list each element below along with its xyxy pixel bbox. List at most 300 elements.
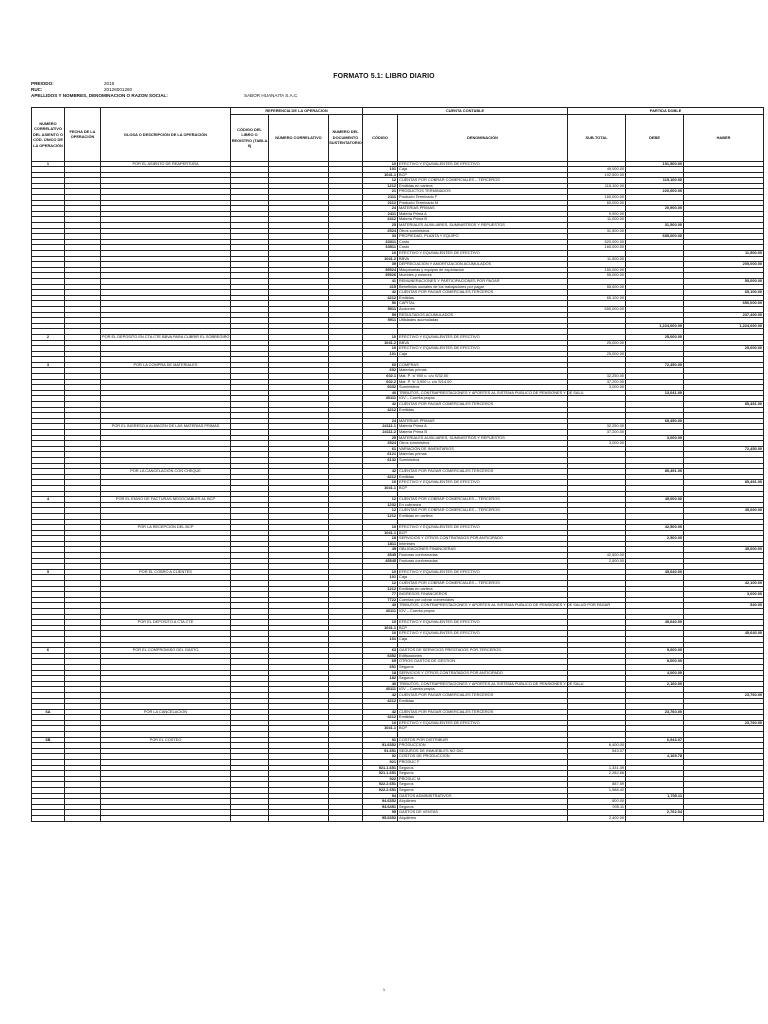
cell-codigo: 12 (363, 497, 398, 503)
header-numero: NUMERO CORRELATIVO DEL ASIENTO O CÓD. ÚNICO DE LA OPERACIÓN (32, 108, 65, 162)
cell-denominacion: Materias primas (398, 368, 568, 374)
cell-denominacion: Emitidas en cartera (398, 513, 568, 519)
cell-codigo: 1041.1 (363, 530, 398, 536)
cell-subtotal: 543.07 (568, 748, 626, 754)
cell-denominacion: Suministros (398, 457, 568, 463)
cell-codigo: 94 (363, 793, 398, 799)
header-numero-correlativo: NÚMERO CORRELATIVO (269, 114, 329, 161)
cell-debe: 4,169.78 (626, 754, 684, 760)
cell-denominacion: DEPRECIACIÓN Y AMORTIZACIÓN ACUMULADOS (398, 262, 568, 268)
cell-haber: 3,000.00 (684, 592, 764, 598)
cell-denominacion: Emitidas en cartera (398, 586, 568, 592)
cell-denominacion: Utilidades acumuladas (398, 318, 568, 324)
cell-denominacion: Seguros (398, 788, 568, 794)
cell-debe: 685,000.00 (626, 234, 684, 240)
cell-denominacion: Emitidas (398, 295, 568, 301)
cell-codigo: 33511 (363, 245, 398, 251)
cell-codigo: 94.6451 (363, 804, 398, 810)
cell-codigo: 921.1.651 (363, 765, 398, 771)
ruc-label: RUC: (31, 87, 43, 92)
cell-subtotal: 11,000.00 (568, 217, 626, 223)
cell-denominacion: VARIACIÓN DE INVENTARIOS (398, 446, 568, 452)
cell-denominacion: Caja (398, 636, 568, 642)
cell-debe: 2,500.00 (626, 536, 684, 542)
cell-denominacion: CUENTAS POR PAGAR COMERCIALES TERCEROS (398, 402, 568, 408)
header-numero-documento: NUMERO DEL DOCUMENTO SUSTENTATORIO (329, 114, 363, 161)
cell-codigo: 60 (363, 362, 398, 368)
cell-glosa: POR EL COBRO A CLIENTES (101, 569, 231, 575)
periodo-label: PREIODO: (31, 81, 54, 86)
cell-codigo: 1041.1 (363, 172, 398, 178)
cell-denominacion: CUENTAS POR PAGAR COMERCIALES TERCEROS (398, 709, 568, 715)
cell-denominacion: GASTOS DE SERVICIOS PRESTADOS POR TERCEROS (398, 648, 568, 654)
cell-haber: 85,491.00 (684, 402, 764, 408)
cell-haber: 23,760.00 (684, 692, 764, 698)
cell-codigo: 651 (363, 664, 398, 670)
cell-haber: 23,760.00 (684, 720, 764, 726)
cell-codigo: 1041.2 (363, 256, 398, 262)
cell-denominacion: Otros suministros (398, 441, 568, 447)
cell-debe: 45,640.00 (626, 569, 684, 575)
cell-denominacion: EFECTIVO Y EQUIVALENTES DE EFECTIVO (398, 525, 568, 531)
cell-denominacion: Emitidas (398, 715, 568, 721)
header-denominacion: DENOMINACIÓN (398, 114, 568, 161)
cell-codigo: 4212 (363, 474, 398, 480)
cell-codigo: 101 (363, 351, 398, 357)
cell-codigo: 63 (363, 648, 398, 654)
cell-haber: 45,000.00 (684, 508, 764, 514)
cell-haber: 25,000.00 (684, 346, 764, 352)
cell-codigo: 921.1.651 (363, 771, 398, 777)
cell-subtotal: 150,000.00 (568, 267, 626, 273)
cell-debe: 25,000.00 (626, 334, 684, 340)
cell-codigo: 91.651 (363, 748, 398, 754)
cell-codigo: 92 (363, 754, 398, 760)
cell-codigo: 602.1 (363, 374, 398, 380)
cell-denominacion: RESULTADOS ACUMULADOS (398, 312, 568, 318)
cell-codigo: 42 (363, 469, 398, 475)
cell-subtotal: 32,250.00 (568, 424, 626, 430)
cell-codigo: 18 (363, 536, 398, 542)
cell-denominacion: GASTOS ADMINISTRATIVOS (398, 793, 568, 799)
cell-codigo: 6352 (363, 653, 398, 659)
cell-numero-correlativo (269, 815, 329, 821)
ruc-row (31, 87, 133, 92)
cell-subtotal: 3,000.00 (568, 385, 626, 391)
cell-denominacion: Seguros (398, 782, 568, 788)
cell-denominacion: CUENTAS POR COBRAR COMERCIALES – TERCEROS (398, 581, 568, 587)
cell-subtotal: 2,282.66 (568, 771, 626, 777)
cell-codigo: 40111 (363, 687, 398, 693)
cell-codigo: 24111.2 (363, 430, 398, 436)
cell-denominacion: CUENTAS POR PAGAR COMERCIALES TERCEROS (398, 290, 568, 296)
cell-asiento: 3 (32, 362, 65, 368)
cell-denominacion: Muebles y enseres (398, 273, 568, 279)
cell-denominacion: OTROS GASTOS DE GESTION (398, 659, 568, 665)
cell-denominacion: Otros suministros (398, 228, 568, 234)
razon-value: SABOR HUANAITA S.A.C (244, 93, 298, 98)
cell-subtotal: 887.59 (568, 782, 626, 788)
header-haber: HABER (684, 114, 764, 161)
cell-denominacion: CUENTAS POR PAGAR COMERCIALES TERCEROS (398, 692, 568, 698)
journal-body (32, 161, 764, 821)
cell-codigo: 6132 (363, 457, 398, 463)
cell-subtotal: 11,500.00 (568, 256, 626, 262)
cell-debe: 45,000.00 (626, 497, 684, 503)
cell-asiento: 6A (32, 709, 65, 715)
cell-denominacion: GASTOS DE VENTAS (398, 810, 568, 816)
cell-subtotal: 520,000.00 (568, 239, 626, 245)
cell-glosa: POR LA COMPRA DE MATERIALES (101, 362, 231, 368)
cell-subtotal: 37,200.00 (568, 379, 626, 385)
cell-codigo: 1212 (363, 513, 398, 519)
cell-codigo: 95.6352 (363, 815, 398, 821)
cell-codigo: 50 (363, 301, 398, 307)
cell-codigo: 101 (363, 167, 398, 173)
cell-codigo: 10 (363, 525, 398, 531)
cell-subtotal: 55,000.00 (568, 273, 626, 279)
cell-denominacion: COSTOS POR DISTRIBUIR (398, 737, 568, 743)
cell-codigo: 25 (363, 223, 398, 229)
cell-subtotal: 102,500.00 (568, 172, 626, 178)
cell-codigo: 602.2 (363, 379, 398, 385)
journal-sheet (31, 107, 763, 822)
cell-debe (626, 815, 684, 821)
cell-subtotal: 115,100.00 (568, 183, 626, 189)
cell-glosa: POR EL COMPROMISO DEL GASTO (101, 648, 231, 654)
cell-codigo: 95 (363, 810, 398, 816)
cell-debe: 13,041.00 (626, 390, 684, 396)
cell-codigo: 39526 (363, 273, 398, 279)
cell-denominacion: SERVICIOS Y OTROS CONTRATADOS POR ANTICIPADO (398, 670, 568, 676)
cell-codigo: 602 (363, 368, 398, 374)
razon-label: APELLIDOS Y NOMBRES, DENOMINACION O RAZON SOCIAL: (31, 93, 168, 98)
cell-subtotal: 31,500.00 (568, 228, 626, 234)
cell-denominacion: COMPRAS (398, 362, 568, 368)
cell-glosa: POR EL ENVIO DE FACTURAS NEGOCIABLES AL BCP (101, 497, 231, 503)
cell-codigo: 45545 (363, 558, 398, 564)
cell-denominacion: Materias primas (398, 452, 568, 458)
cell-denominacion: En cobranza (398, 502, 568, 508)
cell-denominacion: Costo (398, 239, 568, 245)
cell-codigo: 4212 (363, 698, 398, 704)
cell-denominacion: INGRESOS FINANCIEROS (398, 592, 568, 598)
cell-haber: 1,224,000.00 (684, 323, 764, 329)
periodo-value: 2019 (104, 81, 115, 86)
cell-codigo: 922 (363, 776, 398, 782)
cell-codigo: 42 (363, 709, 398, 715)
cell-codigo: 77 (363, 592, 398, 598)
cell-glosa (101, 815, 231, 821)
cell-codigo: 61 (363, 446, 398, 452)
cell-denominacion: BCP (398, 625, 568, 631)
razon-row (31, 93, 298, 98)
cell-codigo: 10 (363, 161, 398, 167)
cell-glosa: POR LA RECEPCION DEL BCP (101, 525, 231, 531)
cell-denominacion: EFECTIVO Y EQUIVALENTES DE EFECTIVO (398, 620, 568, 626)
cell-haber: 45,640.00 (684, 631, 764, 637)
cell-denominacion: Mat. P. 'a' 900 u. c/u S/32.50 (398, 374, 568, 380)
cell-debe: 3,000.00 (626, 435, 684, 441)
cell-codigo: 40111 (363, 396, 398, 402)
header-glosa: GLOSA O DESCRIPCIÓN DE LA OPERACIÓN (101, 108, 231, 162)
cell-debe: 23,760.00 (626, 709, 684, 715)
cell-codigo: 5011 (363, 306, 398, 312)
cell-denominacion: Seguros (398, 804, 568, 810)
cell-denominacion: TRIBUTOS, CONTRAPRESTACIONES Y APORTES AL SISTEMA PUBLICO DE PENSIONES Y DE SALU (399, 389, 584, 395)
cell-codigo: 1041.1 (363, 485, 398, 491)
cell-denominacion: Beneficios sociales de los trabajadores por pagar (398, 284, 568, 290)
cell-denominacion: Materia Prima A (398, 211, 568, 217)
cell-subtotal: 1,331.39 (568, 765, 626, 771)
cell-codigo: 1212 (363, 183, 398, 189)
cell-denominacion: BCP (398, 172, 568, 178)
cell-haber: 11,500.00 (684, 251, 764, 257)
cell-codigo: 40 (363, 681, 398, 687)
cell-codigo: 2111 (363, 195, 398, 201)
cell-debe: 4,000.00 (626, 670, 684, 676)
cell-haber: 540.00 (684, 603, 764, 609)
cell-subtotal: 160,000.00 (568, 195, 626, 201)
cell-codigo: 33 (363, 234, 398, 240)
cell-debe: 220,000.00 (626, 189, 684, 195)
cell-codigo: 40 (363, 390, 398, 396)
cell-codigo: 182 (363, 676, 398, 682)
cell-denominacion: EFECTIVO Y EQUIVALENTES DE EFECTIVO (398, 334, 568, 340)
cell-subtotal: 25,000.00 (568, 351, 626, 357)
cell-codigo: 1811 (363, 541, 398, 547)
ruc-value: 20126001260 (104, 87, 133, 92)
cell-codigo: 922.2.651 (363, 782, 398, 788)
cell-subtotal: 49,000.00 (568, 167, 626, 173)
cell-subtotal: 2,400.00 (568, 815, 626, 821)
cell-subtotal: 800.00 (568, 799, 626, 805)
cell-denominacion: EFECTIVO Y EQUIVALENTES DE EFECTIVO (398, 569, 568, 575)
cell-codigo: 40111 (363, 609, 398, 615)
cell-denominacion: IGV – Cuenta propia (398, 609, 568, 615)
header-partida: PARTIDA DOBLE (568, 108, 764, 115)
cell-debe: 2,160.00 (626, 681, 684, 687)
cell-denominacion: Alquileres (398, 815, 568, 821)
cell-codigo: 6121 (363, 452, 398, 458)
cell-glosa: POR EL DEPOSITO A CTA CTE (101, 620, 231, 626)
cell-codigo: 10 (363, 346, 398, 352)
cell-codigo: 25 (363, 435, 398, 441)
cell-codigo: 33311 (363, 239, 398, 245)
cell-codigo: 94.6352 (363, 799, 398, 805)
cell-denominacion: Emitidas en cartera (398, 183, 568, 189)
cell-codigo: 921 (363, 760, 398, 766)
cell-subtotal: 32,250.00 (568, 374, 626, 380)
cell-denominacion: IGV – Cuenta propia (398, 687, 568, 693)
cell-codigo: 40 (363, 603, 398, 609)
cell-codigo: 12 (363, 581, 398, 587)
cell-codigo: 12 (363, 508, 398, 514)
cell-denominacion: Caja (398, 575, 568, 581)
header-codigo-libro: CÓDIGO DEL LIBRO O REGISTRO (TABLA 8) (231, 114, 269, 161)
cell-subtotal: 42,500.00 (568, 553, 626, 559)
cell-codigo: 2412 (363, 217, 398, 223)
cell-denominacion: BCP (398, 485, 568, 491)
cell-denominacion: Facturas conformadas (398, 553, 568, 559)
cell-codigo: 10 (363, 720, 398, 726)
cell-subtotal: 6,400.00 (568, 743, 626, 749)
cell-denominacion: Caja (398, 351, 568, 357)
cell-denominacion: Alquileres (398, 799, 568, 805)
cell-denominacion: Materia Prima B (398, 217, 568, 223)
cell-denominacion: Suministros (398, 385, 568, 391)
cell-denominacion: Caja (398, 167, 568, 173)
cell-denominacion: CUENTAS POR COBRAR COMERCIALES – TERCEROS (398, 508, 568, 514)
page-number: 1 (382, 987, 386, 992)
cell-subtotal: 37,200.00 (568, 430, 626, 436)
cell-denominacion: Emitidas (398, 474, 568, 480)
cell-denominacion: REMUNERACIONES Y PARTICIPACIONES POR PAGAR (398, 278, 568, 284)
cell-haber: 85,491.00 (684, 480, 764, 486)
cell-denominacion: Emitidas (398, 698, 568, 704)
cell-codigo: 922.2.651 (363, 788, 398, 794)
cell-subtotal: 65,100.00 (568, 295, 626, 301)
cell-debe: 151,500.00 (626, 161, 684, 167)
cell-codigo: 4212 (363, 407, 398, 413)
cell-denominacion: Seguros (398, 771, 568, 777)
cell-codigo: 4212 (363, 715, 398, 721)
cell-codigo: 24 (363, 418, 398, 424)
cell-codigo: 42 (363, 290, 398, 296)
cell-debe: 45,640.00 (626, 620, 684, 626)
cell-denominacion: Intereses (398, 541, 568, 547)
cell-denominacion: CUENTAS POR COBRAR COMERCIALES – TERCEROS (398, 497, 568, 503)
cell-subtotal: 3,000.00 (568, 441, 626, 447)
cell-haber: 237,400.00 (684, 312, 764, 318)
cell-numero-documento (329, 815, 363, 821)
cell-glosa: POR EL COSTEO (101, 737, 231, 743)
cell-codigo: 59 (363, 312, 398, 318)
header-debe: DEBE (626, 114, 684, 161)
cell-debe: 69,450.00 (626, 418, 684, 424)
cell-denominacion: EFECTIVO Y EQUIVALENTES DE EFECTIVO (398, 346, 568, 352)
cell-denominacion: Seguros (398, 664, 568, 670)
cell-denominacion: BCP (398, 726, 568, 732)
cell-denominacion: EFECTIVO Y EQUIVALENTES DE EFECTIVO (398, 631, 568, 637)
cell-denominacion: CAPITAL (398, 301, 568, 307)
cell-asiento: 5 (32, 569, 65, 575)
cell-subtotal: 60,000.00 (568, 200, 626, 206)
cell-codigo: 10 (363, 631, 398, 637)
header-codigo: CÓDIGO (363, 114, 398, 161)
cell-codigo: 2524 (363, 441, 398, 447)
header-cuenta: CUENTA CONTABLE (363, 108, 568, 115)
cell-denominacion: PRODUCCION (398, 743, 568, 749)
cell-denominacion: Materia Prima A (398, 424, 568, 430)
cell-codigo: 101 (363, 636, 398, 642)
cell-asiento: 4 (32, 497, 65, 503)
cell-subtotal: 55,000.00 (568, 284, 626, 290)
cell-codigo: 1232 (363, 502, 398, 508)
cell-denominacion: MATERIAS PRIMAS (398, 418, 568, 424)
cell-denominacion: CUENTAS POR PAGAR COMERCIALES TERCEROS (398, 469, 568, 475)
cell-denominacion: MATERIALES AUXILIARES, SUMINISTROS Y REPUESTOS (398, 435, 568, 441)
cell-haber: 205,000.00 (684, 262, 764, 268)
cell-debe: 2,762.04 (626, 810, 684, 816)
cell-glosa: POR LA CANCELACIÓN CON CHEQUE (101, 469, 231, 475)
cell-asiento: 6B (32, 737, 65, 743)
cell-codigo: 1212 (363, 586, 398, 592)
cell-codigo: 42 (363, 402, 398, 408)
cell-denominacion: BBVA (398, 256, 568, 262)
cell-denominacion: PRODUC F (398, 760, 568, 766)
cell-codigo: 24 (363, 206, 398, 212)
periodo-row (31, 81, 115, 86)
cell-debe: 20,900.00 (626, 206, 684, 212)
cell-denominacion: EFECTIVO Y EQUIVALENTES DE EFECTIVO (398, 251, 568, 257)
cell-subtotal: 9,900.00 (568, 211, 626, 217)
cell-haber: 45,000.00 (684, 547, 764, 553)
cell-codigo-libro (231, 815, 269, 821)
cell-codigo: 415 (363, 284, 398, 290)
cell-denominacion: BCP (398, 530, 568, 536)
cell-codigo: 42 (363, 692, 398, 698)
cell-glosa: POR EL ASIENTO DE REAPERTURA (101, 161, 231, 167)
cell-denominacion: SERVICIOS Y OTROS CONTRATADOS POR ANTICIPADO (398, 536, 568, 542)
cell-debe: 115,100.00 (626, 178, 684, 184)
cell-debe: 8,000.00 (626, 659, 684, 665)
cell-codigo: 4212 (363, 295, 398, 301)
cell-haber: 55,000.00 (684, 278, 764, 284)
cell-subtotal: 650,000.00 (568, 306, 626, 312)
cell-codigo: 7722 (363, 597, 398, 603)
cell-glosa: POR LA CANCELACION (101, 709, 231, 715)
cell-codigo: 10 (363, 251, 398, 257)
cell-denominacion: BBVA (398, 340, 568, 346)
cell-codigo: 39524 (363, 267, 398, 273)
cell-subtotal: 1,588.42 (568, 788, 626, 794)
cell-codigo: 101 (363, 575, 398, 581)
cell-codigo: 2112 (363, 200, 398, 206)
cell-denominacion: COSTOS DE PRODUCCION (398, 754, 568, 760)
cell-denominacion: OBLIGACIONES FINANCIERAS (398, 547, 568, 553)
cell-denominacion: MATERIALES AUXILIARES, SUMINISTROS Y REPUESTOS (398, 223, 568, 229)
cell-haber: 72,450.00 (684, 446, 764, 452)
cell-fecha (65, 815, 101, 821)
cell-codigo: 21 (363, 189, 398, 195)
cell-codigo: 4545 (363, 553, 398, 559)
cell-codigo: 1041.1 (363, 625, 398, 631)
cell-codigo: 6032 (363, 385, 398, 391)
cell-codigo: 10 (363, 334, 398, 340)
cell-denominacion: Seguros (398, 676, 568, 682)
cell-denominacion: Mat. P. 'b' 3,900 u. c/u S/14.00 (398, 379, 568, 385)
cell-debe: 42,500.00 (626, 525, 684, 531)
cell-denominacion: Edificaciones (398, 653, 568, 659)
cell-debe: 31,500.00 (626, 223, 684, 229)
cell-subtotal: 165,000.00 (568, 245, 626, 251)
cell-denominacion: CUENTAS POR COBRAR COMERCIALES – TERCEROS (398, 178, 568, 184)
cell-codigo: 45 (363, 547, 398, 553)
cell-codigo: 5911 (363, 318, 398, 324)
cell-codigo: 10 (363, 480, 398, 486)
cell-denominacion: EFECTIVO Y EQUIVALENTES DE EFECTIVO (398, 720, 568, 726)
cell-codigo: 12 (363, 178, 398, 184)
cell-denominacion: TRIBUTOS, CONTRAPRESTACIONES Y APORTES AL SISTEMA PUBLICO DE PENSIONES Y DE SALU (399, 680, 584, 686)
journal-table (31, 107, 764, 822)
cell-codigo: 39 (363, 262, 398, 268)
cell-denominacion: PRODUCTOS TERMINADOS (398, 189, 568, 195)
cell-asiento: 6 (32, 648, 65, 654)
cell-codigo: 18 (363, 670, 398, 676)
cell-denominacion: Producto Terminado F (398, 195, 568, 201)
cell-denominacion: Maquinarias y equipos de explotación (398, 267, 568, 273)
